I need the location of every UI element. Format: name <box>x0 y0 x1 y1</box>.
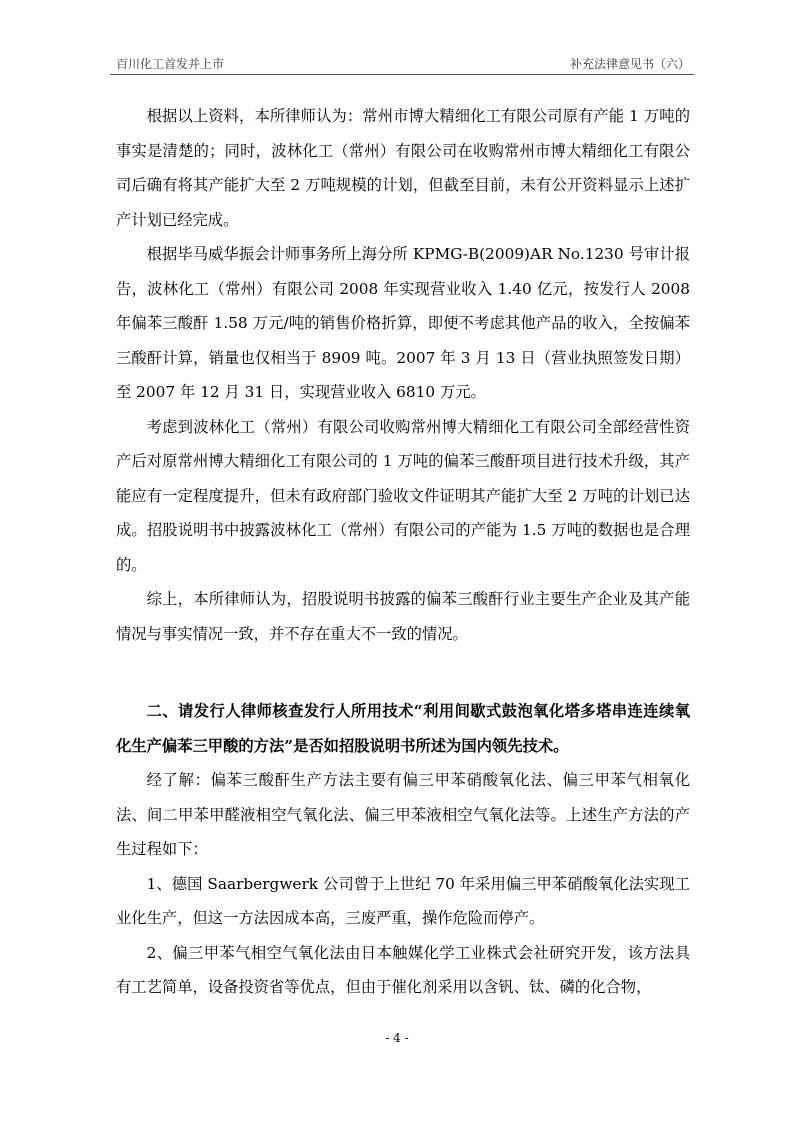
section-heading: 二、请发行人律师核查发行人所用技术“利用间歇式鼓泡氧化塔多塔串连连续氧化生产偏苯三甲酸的方法”是否如招股说明书所述为国内领先技术。 <box>116 702 690 755</box>
header-section-title: 补充法律意见书（六） <box>569 57 690 71</box>
paragraph: 经了解：偏苯三酸酐生产方法主要有偏三甲苯硝酸氧化法、偏三甲苯气相氧化法、间二甲苯甲醛液相空气氧化法、偏三甲苯液相空气氧化法等。上述生产方法的产生过程如下： <box>116 771 690 858</box>
header-divider <box>110 74 694 75</box>
header-document-title: 百川化工首发并上市 <box>116 57 225 71</box>
paragraph: 考虑到波林化工（常州）有限公司收购常州博大精细化工有限公司全部经营性资产后对原常州博大精细化工有限公司的 1 万吨的偏苯三酸酐项目进行技术升级，其产能应有一定程度提升，但未有政府部门验收文件证明其产能扩大至 2 万吨的计划已达成。招股说明书中披露波林化工（常州）有限公司的产能为 1.5 万吨的数据也是合理的。 <box>116 417 690 574</box>
paragraph: 根据毕马威华振会计师事务所上海分所 KPMG-B(2009)AR No.1230 号审计报告，波林化工（常州）有限公司 2008 年实现营业收入 1.40 亿元，按发行人 2008 年偏苯三酸酐 1.58 万元/吨的销售价格折算，即便不考虑其他产品的收入，全按偏苯三酸酐计算，销量也仅相当于 8909 吨。2007 年 3 月 13 日（营业执照签发日期）至 2007 年 12 月 31 日，实现营业收入 6810 万元。 <box>116 245 690 401</box>
document-body <box>116 99 690 1005</box>
paragraph: 根据以上资料，本所律师认为：常州市博大精细化工有限公司原有产能 1 万吨的事实是清楚的；同时，波林化工（常州）有限公司在收购常州市博大精细化工有限公司后确有将其产能扩大至 2 万吨规模的计划，但截至目前，未有公开资料显示上述扩产计划已经完成。 <box>116 107 690 229</box>
paragraph: 1、德国 Saarbergwerk 公司曾于上世纪 70 年采用偏三甲苯硝酸氧化法实现工业化生产，但这一方法因成本高，三废严重，操作危险而停产。 <box>116 874 690 927</box>
page-number: - 4 - <box>385 1031 409 1045</box>
paragraph: 综上，本所律师认为，招股说明书披露的偏苯三酸酐行业主要生产企业及其产能情况与事实情况一致，并不存在重大不一致的情况。 <box>116 590 690 643</box>
paragraph: 2、偏三甲苯气相空气氧化法由日本触媒化学工业株式会社研究开发，该方法具有工艺简单，设备投资省等优点，但由于催化剂采用以含钒、钛、磷的化合物， <box>116 943 690 996</box>
